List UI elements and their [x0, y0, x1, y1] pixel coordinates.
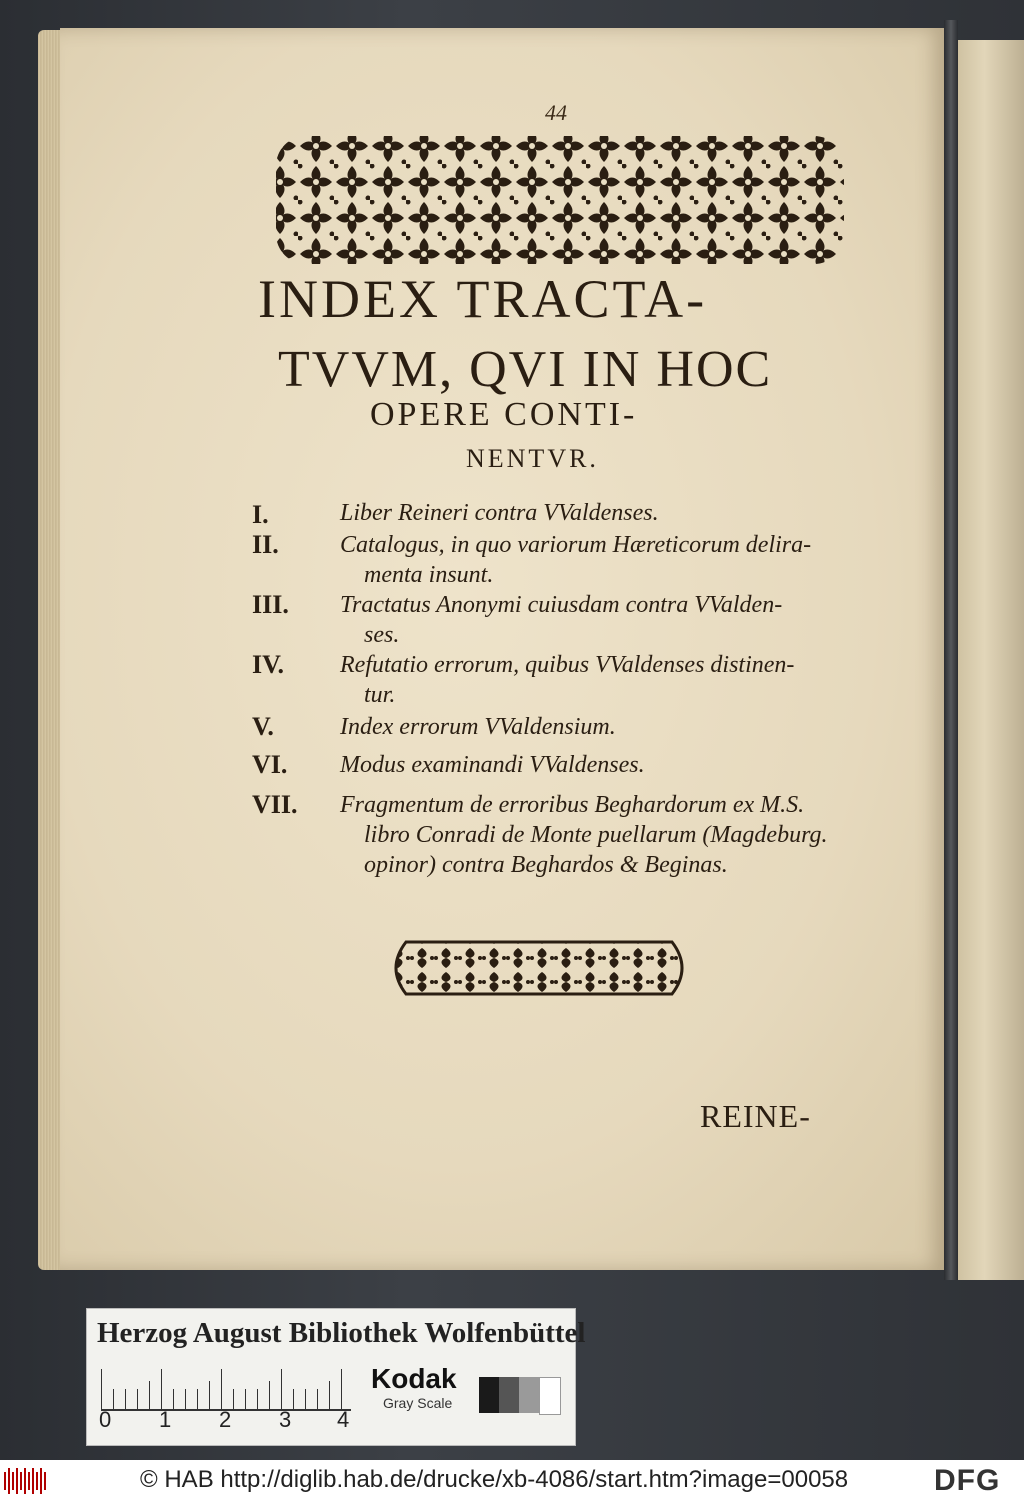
entry-line: ses.	[364, 622, 400, 648]
ruler-tick	[113, 1389, 114, 1409]
gray-scale-label: Gray Scale	[383, 1395, 453, 1411]
entry-text	[340, 650, 860, 710]
title-line-4: NENTVR.	[466, 444, 599, 473]
bottom-ornament	[386, 922, 692, 1014]
ruler-label: 3	[279, 1407, 292, 1432]
entry-number: IV.	[252, 650, 285, 679]
entry-number: V.	[252, 712, 274, 741]
ruler-tick	[185, 1389, 186, 1409]
entry-line: menta insunt.	[364, 562, 494, 588]
color-reference-card	[86, 1308, 586, 1446]
entry-line: libro Conradi de Monte puellarum (Magdeburg.	[364, 822, 828, 848]
entry-text	[340, 712, 860, 742]
entry-number: VI.	[252, 750, 288, 779]
ruler	[101, 1367, 351, 1411]
ruler-tick	[329, 1381, 330, 1409]
entry-line: opinor) contra Beghardos & Beginas.	[364, 852, 728, 878]
ruler-tick	[125, 1389, 126, 1409]
entry-line: Fragmentum de erroribus Beghardorum ex M.S.	[340, 792, 805, 818]
entry-text	[340, 750, 860, 780]
hab-logo-icon	[4, 1468, 48, 1494]
entry-line: Index errorum VValdensium.	[340, 714, 616, 740]
catchword: REINE-	[700, 1098, 811, 1134]
entry-line: Catalogus, in quo variorum Hæreticorum delira-	[340, 532, 812, 558]
ruler-tick	[137, 1389, 138, 1409]
ruler-tick	[173, 1389, 174, 1409]
facing-page	[958, 40, 1024, 1280]
ruler-tick	[281, 1369, 282, 1409]
library-name: Herzog August Bibliothek Wolfenbüttel	[97, 1317, 586, 1349]
entry-line: Liber Reineri contra VValdenses.	[340, 500, 659, 526]
source-link[interactable]: © HAB http://diglib.hab.de/drucke/xb-4086/start.htm?image=00058	[140, 1466, 849, 1493]
entry-line: Modus examinandi VValdenses.	[340, 752, 645, 778]
entry-line: Refutatio errorum, quibus VValdenses distinen-	[340, 652, 795, 678]
title-line-2: TVVM, QVI IN HOC	[278, 341, 773, 398]
entry-text	[340, 590, 860, 650]
dfg-logo: DFG	[934, 1464, 1001, 1497]
kodak-logo: Kodak	[371, 1363, 457, 1394]
ruler-tick	[221, 1369, 222, 1409]
ruler-tick	[305, 1389, 306, 1409]
ruler-tick	[149, 1381, 150, 1409]
ruler-label: 0	[99, 1407, 112, 1432]
ruler-tick	[197, 1389, 198, 1409]
ruler-tick	[341, 1369, 342, 1409]
entry-number: II.	[252, 530, 279, 559]
entry-line: tur.	[364, 682, 396, 708]
entry-number: I.	[252, 500, 269, 529]
entry-text	[340, 790, 860, 880]
title-line-3: OPERE CONTI-	[370, 396, 638, 433]
ruler-tick	[161, 1369, 162, 1409]
ruler-label: 2	[219, 1407, 232, 1432]
gray-swatch	[519, 1377, 539, 1413]
ruler-label: 1	[159, 1407, 172, 1432]
ruler-tick	[317, 1389, 318, 1409]
ruler-tick	[245, 1389, 246, 1409]
top-ornament	[262, 128, 858, 276]
ruler-tick	[257, 1389, 258, 1409]
gray-swatch	[499, 1377, 519, 1413]
ruler-tick	[101, 1369, 102, 1409]
entry-line: Tractatus Anonymi cuiusdam contra VValden-	[340, 592, 783, 618]
gray-swatch	[479, 1377, 499, 1413]
entry-number: III.	[252, 590, 289, 619]
ruler-tick	[209, 1381, 210, 1409]
ruler-label: 4	[337, 1407, 350, 1432]
page-number: 44	[545, 100, 567, 125]
gray-swatch	[539, 1377, 561, 1415]
book-gutter	[944, 20, 958, 1280]
ruler-tick	[293, 1389, 294, 1409]
entry-number: VII.	[252, 790, 298, 819]
entry-text	[340, 498, 860, 528]
viewer-footer	[0, 1460, 1024, 1501]
ruler-tick	[233, 1389, 234, 1409]
entry-text	[340, 530, 860, 590]
title-line-1: INDEX TRACTA-	[258, 269, 708, 329]
ruler-tick	[269, 1381, 270, 1409]
